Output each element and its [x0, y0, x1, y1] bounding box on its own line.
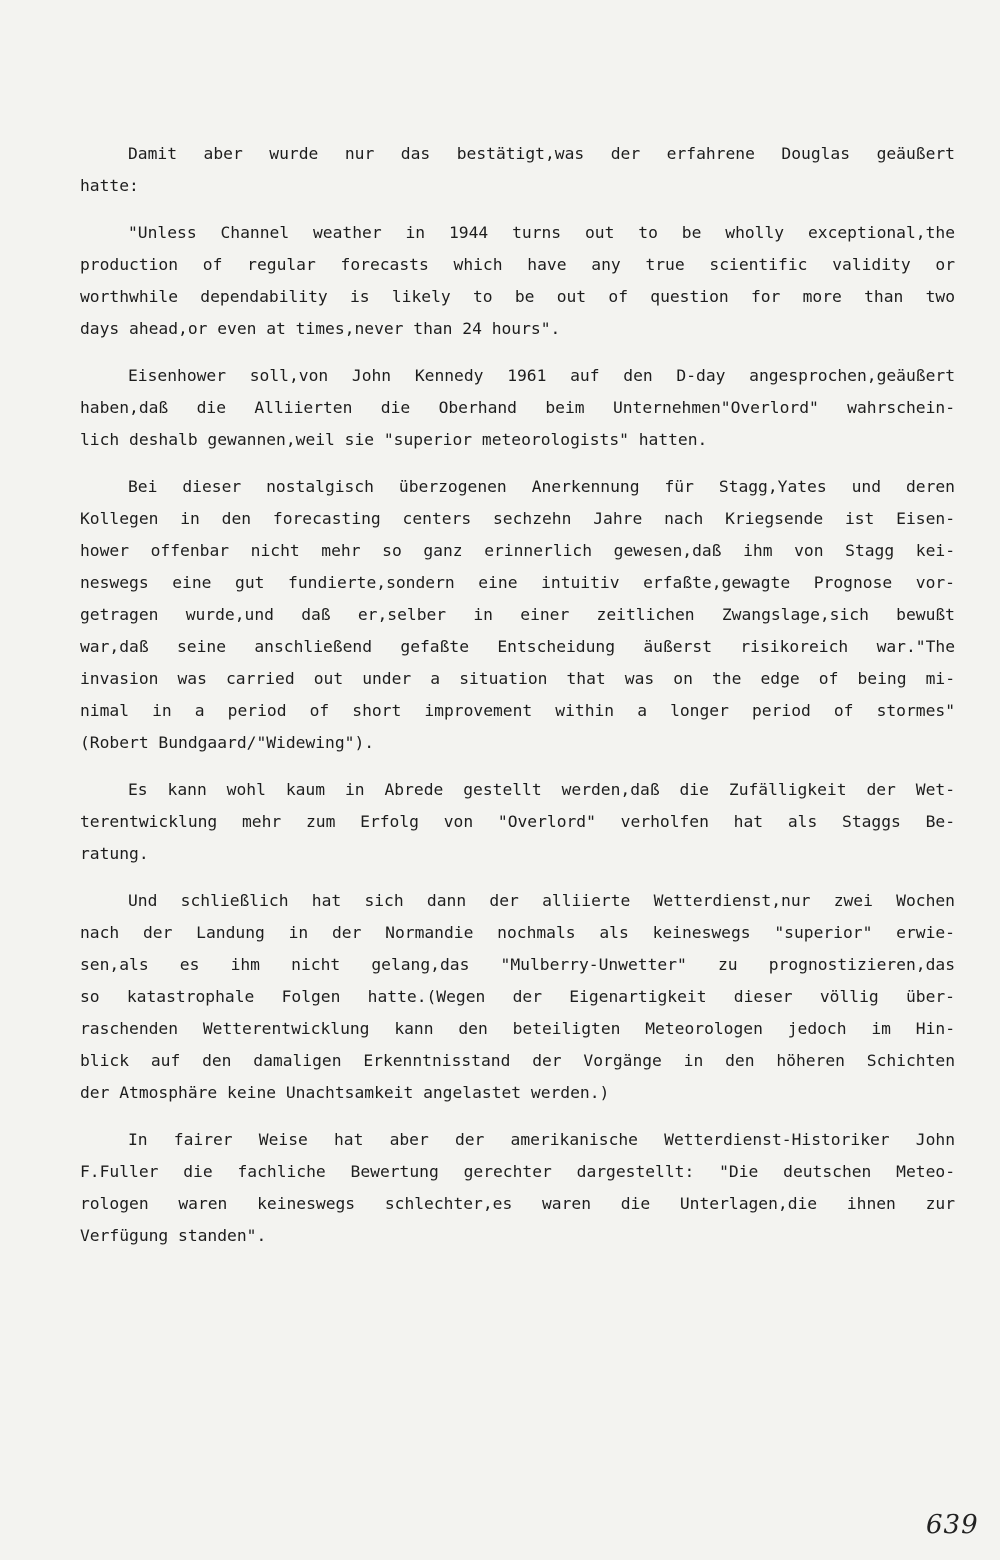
- paragraph-3: [80, 360, 955, 456]
- text-line: Bei dieser nostalgisch überzogenen Anerkennung für Stagg,Yates und deren: [128, 477, 955, 496]
- text-line: haben,daß die Alliierten die Oberhand beim Unternehmen"Overlord" wahrschein-: [80, 398, 955, 417]
- text-line: days ahead,or even at times,never than 24 hours".: [80, 319, 561, 338]
- text-line: so katastrophale Folgen hatte.(Wegen der Eigenartigkeit dieser völlig über-: [80, 987, 955, 1006]
- text-line: raschenden Wetterentwicklung kann den beteiligten Meteorologen jedoch im Hin-: [80, 1019, 955, 1038]
- body-text: [80, 138, 955, 1267]
- text-line: sen,als es ihm nicht gelang,das "Mulberry-Unwetter" zu prognostizieren,das: [80, 955, 955, 974]
- paragraph-4: [80, 471, 955, 759]
- text-line: worthwhile dependability is likely to be out of question for more than two: [80, 287, 955, 306]
- text-line: (Robert Bundgaard/"Widewing").: [80, 733, 375, 752]
- text-line: war,daß seine anschließend gefaßte Entscheidung äußerst risikoreich war."The: [80, 637, 955, 656]
- text-line: invasion was carried out under a situation that was on the edge of being mi-: [80, 669, 955, 688]
- text-line: Kollegen in den forecasting centers sechzehn Jahre nach Kriegsende ist Eisen-: [80, 509, 955, 528]
- text-line: nimal in a period of short improvement within a longer period of stormes": [80, 701, 955, 720]
- text-line: In fairer Weise hat aber der amerikanische Wetterdienst-Historiker John: [128, 1130, 955, 1149]
- paragraph-5: [80, 774, 955, 870]
- text-line: nach der Landung in der Normandie nochmals als keineswegs "superior" erwie-: [80, 923, 955, 942]
- text-line: Damit aber wurde nur das bestätigt,was der erfahrene Douglas geäußert: [128, 144, 955, 163]
- text-line: lich deshalb gewannen,weil sie "superior meteorologists" hatten.: [80, 430, 708, 449]
- page-number: 639: [926, 1510, 979, 1540]
- text-line: "Unless Channel weather in 1944 turns out to be wholly exceptional,the: [128, 223, 955, 242]
- text-line: Und schließlich hat sich dann der alliierte Wetterdienst,nur zwei Wochen: [128, 891, 955, 910]
- text-line: production of regular forecasts which have any true scientific validity or: [80, 255, 955, 274]
- text-line: blick auf den damaligen Erkenntnisstand der Vorgänge in den höheren Schichten: [80, 1051, 955, 1070]
- paragraph-7: [80, 1124, 955, 1252]
- text-line: Verfügung standen".: [80, 1226, 267, 1245]
- text-line: terentwicklung mehr zum Erfolg von "Overlord" verholfen hat als Staggs Be-: [80, 812, 955, 831]
- text-line: Es kann wohl kaum in Abrede gestellt werden,daß die Zufälligkeit der Wet-: [128, 780, 955, 799]
- text-line: der Atmosphäre keine Unachtsamkeit angelastet werden.): [80, 1083, 610, 1102]
- paragraph-6: [80, 885, 955, 1109]
- text-line: neswegs eine gut fundierte,sondern eine intuitiv erfaßte,gewagte Prognose vor-: [80, 573, 955, 592]
- text-line: hatte:: [80, 176, 139, 195]
- text-line: Eisenhower soll,von John Kennedy 1961 auf den D-day angesprochen,geäußert: [128, 366, 955, 385]
- text-line: hower offenbar nicht mehr so ganz erinnerlich gewesen,daß ihm von Stagg kei-: [80, 541, 955, 560]
- text-line: ratung.: [80, 844, 149, 863]
- paragraph-2-quote: [80, 217, 955, 345]
- paragraph-1: [80, 138, 955, 202]
- text-line: getragen wurde,und daß er,selber in einer zeitlichen Zwangslage,sich bewußt: [80, 605, 955, 624]
- text-line: rologen waren keineswegs schlechter,es waren die Unterlagen,die ihnen zur: [80, 1194, 955, 1213]
- text-line: F.Fuller die fachliche Bewertung gerechter dargestellt: "Die deutschen Meteo-: [80, 1162, 955, 1181]
